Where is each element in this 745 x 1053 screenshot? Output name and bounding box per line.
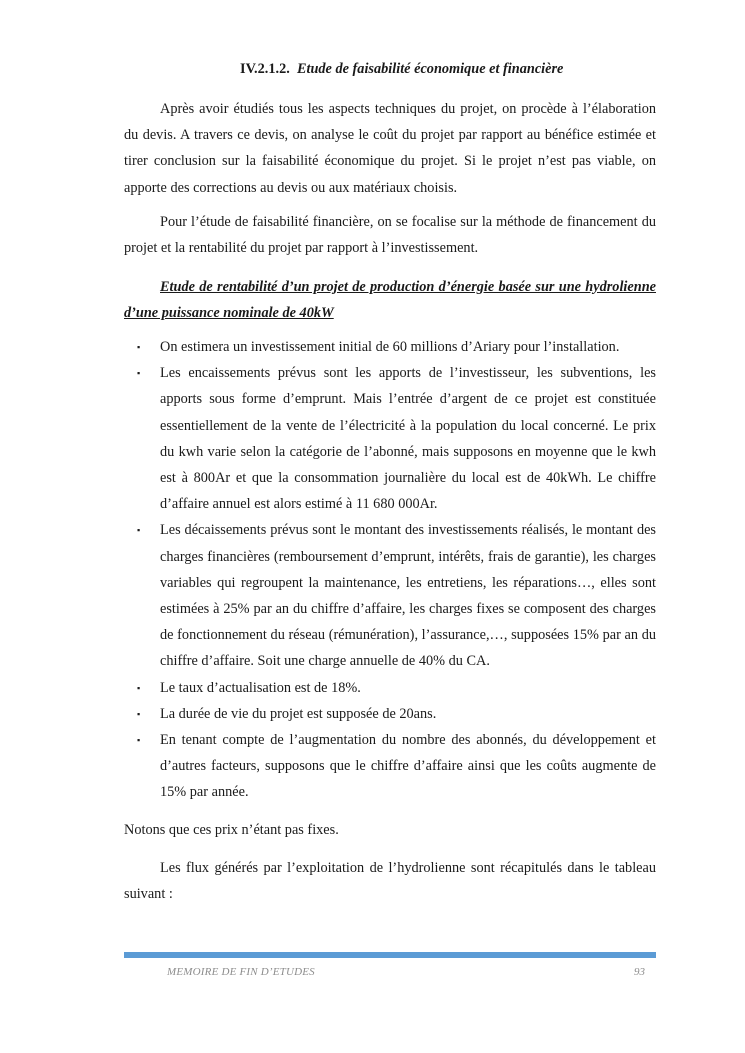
bullet-icon: ▪: [137, 682, 141, 693]
bullet-icon: ▪: [137, 708, 141, 719]
section-title: Etude de faisabilité économique et financière: [296, 61, 564, 77]
bullet-icon: ▪: [137, 368, 141, 379]
paragraph-table-intro: Les flux générés par l’exploitation de l’hydrolienne sont récapitulés dans le tableau suivant :: [124, 860, 656, 903]
list-item: ▪ La durée de vie du projet est supposée de 20ans.: [124, 701, 656, 727]
list-item: ▪ Les encaissements prévus sont les apports de l’investisseur, les subventions, les apports sous forme d’emprunt. Mais l’entrée d’argent de ce projet est constituée essentiellement de la vente de l’électricité à la population du local concerné. Le prix du kwh varie selon la catégorie de l’abonné, mais supposons en moyenne que le kwh est à 800Ar et que la consommation journalière du local est de 40kWh. Le chiffre d’affaire annuel est alors estimé à 11 680 000Ar.: [124, 360, 656, 517]
list-item: ▪ Les décaissements prévus sont le montant des investissements réalisés, le montant des charges financières (remboursement d’emprunt, intérêts, frais de garantie), les charges variables qui regroupent la maintenance, les entretiens, les réparations…, elles sont estimées à 25% par an du chiffre d’affaire, les charges fixes se composent des charges de fonctionnement du réseau (rémunération), l’assurance,…, supposées 15% par an du chiffre d’affaire. Soit une charge annuelle de 40% du CA.: [124, 517, 656, 674]
section-heading: [240, 61, 563, 78]
footer-divider: [124, 952, 656, 958]
bullet-icon: ▪: [137, 735, 141, 746]
section-number: IV.2.1.2.: [240, 61, 290, 77]
paragraph-note: Notons que ces prix n’étant pas fixes.: [124, 822, 339, 838]
bullet-icon: ▪: [137, 525, 141, 536]
page-number: 93: [634, 966, 645, 978]
paragraph-financial: Pour l’étude de faisabilité financière, on se focalise sur la méthode de financement du projet et la rentabilité du projet par rapport à l’investissement.: [124, 214, 656, 257]
paragraph-intro: Après avoir étudiés tous les aspects techniques du projet, on procède à l’élaboration du devis. A travers ce devis, on analyse le coût du projet par rapport au bénéfice estimée et tirer conclusion sur la faisabilité économique du projet. Si le projet n’est pas viable, on apporte des corrections au devis ou aux matériaux choisis.: [124, 101, 656, 196]
footer-title: MEMOIRE DE FIN D’ETUDES: [167, 966, 315, 978]
bullet-list: [124, 334, 656, 806]
list-item: ▪ En tenant compte de l’augmentation du nombre des abonnés, du développement et d’autres facteurs, supposons que le chiffre d’affaire ainsi que les coûts augmente de 15% par année.: [124, 727, 656, 806]
subheading-rentabilite: Etude de rentabilité d’un projet de production d’énergie basée sur une hydrolienne d’une puissance nominale de 40kW: [124, 279, 656, 322]
list-item: ▪ On estimera un investissement initial de 60 millions d’Ariary pour l’installation.: [124, 334, 656, 360]
bullet-icon: ▪: [137, 342, 141, 352]
list-item: ▪ Le taux d’actualisation est de 18%.: [124, 675, 656, 701]
